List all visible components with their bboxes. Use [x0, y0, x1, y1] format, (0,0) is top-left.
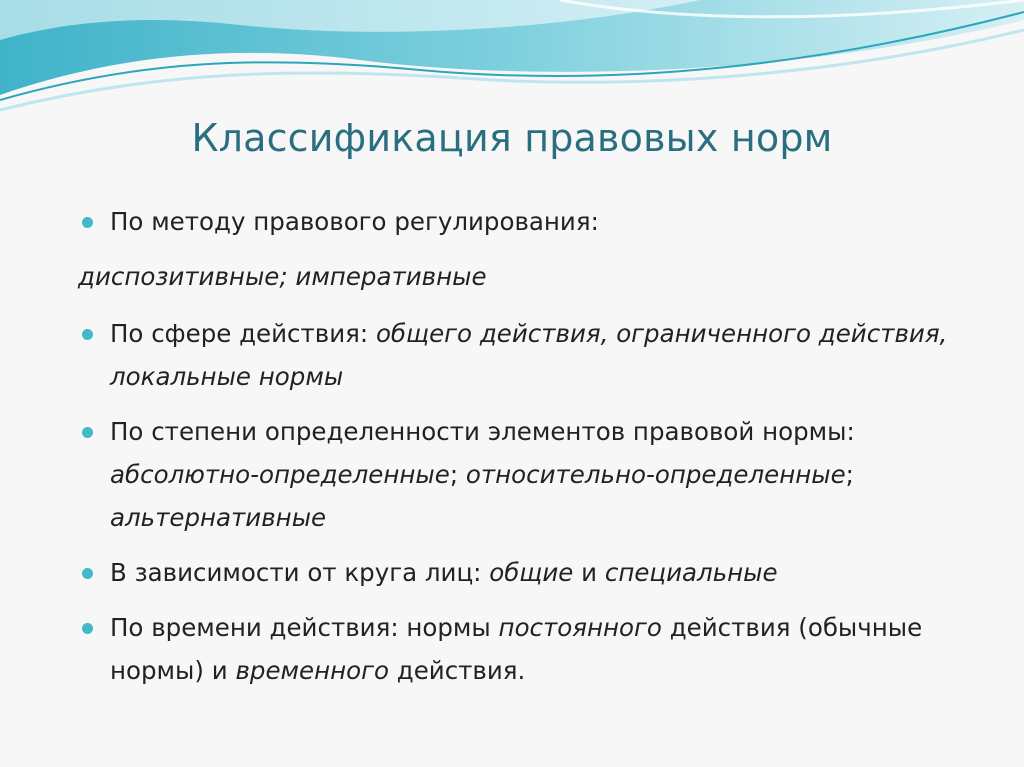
item-text: постоянного: [498, 613, 662, 642]
item-text: общие: [489, 558, 574, 587]
bullet-dot-icon: [82, 623, 93, 634]
item-text: специальные: [604, 558, 778, 587]
item-text: действия.: [388, 656, 526, 685]
item-text: По методу правового регулирования:: [110, 207, 599, 236]
bullet-item: [78, 312, 978, 398]
bullet-dot-icon: [82, 329, 93, 340]
bullet-item: [78, 200, 978, 243]
item-text: относительно-определенные: [465, 460, 846, 489]
item-text: ;: [845, 460, 854, 489]
item-text: По степени определенности элементов правовой нормы:: [110, 417, 855, 446]
bullet-dot-icon: [82, 568, 93, 579]
bullet-list: [78, 200, 978, 704]
item-text: и: [573, 558, 605, 587]
sub-item: [78, 255, 978, 298]
item-text: действия (обычные нормы) и: [110, 613, 923, 685]
item-text: альтернативные: [110, 503, 327, 532]
bullet-dot-icon: [82, 217, 93, 228]
item-text: абсолютно-определенные: [110, 460, 450, 489]
slide-title: Классификация правовых норм: [191, 116, 833, 160]
decorative-wave: [0, 0, 1024, 120]
item-text: временного: [235, 656, 389, 685]
item-text: По сфере действия:: [110, 319, 376, 348]
bullet-dot-icon: [82, 427, 93, 438]
bullet-item: [78, 410, 978, 539]
bullet-item: [78, 551, 978, 594]
item-text: В зависимости от круга лиц:: [110, 558, 490, 587]
item-text: ;: [449, 460, 466, 489]
bullet-item: [78, 606, 978, 692]
item-text: По времени действия: нормы: [110, 613, 499, 642]
item-text: диспозитивные; императивные: [78, 262, 487, 291]
item-text: общего действия, ограниченного действия, локальные нормы: [110, 319, 948, 391]
